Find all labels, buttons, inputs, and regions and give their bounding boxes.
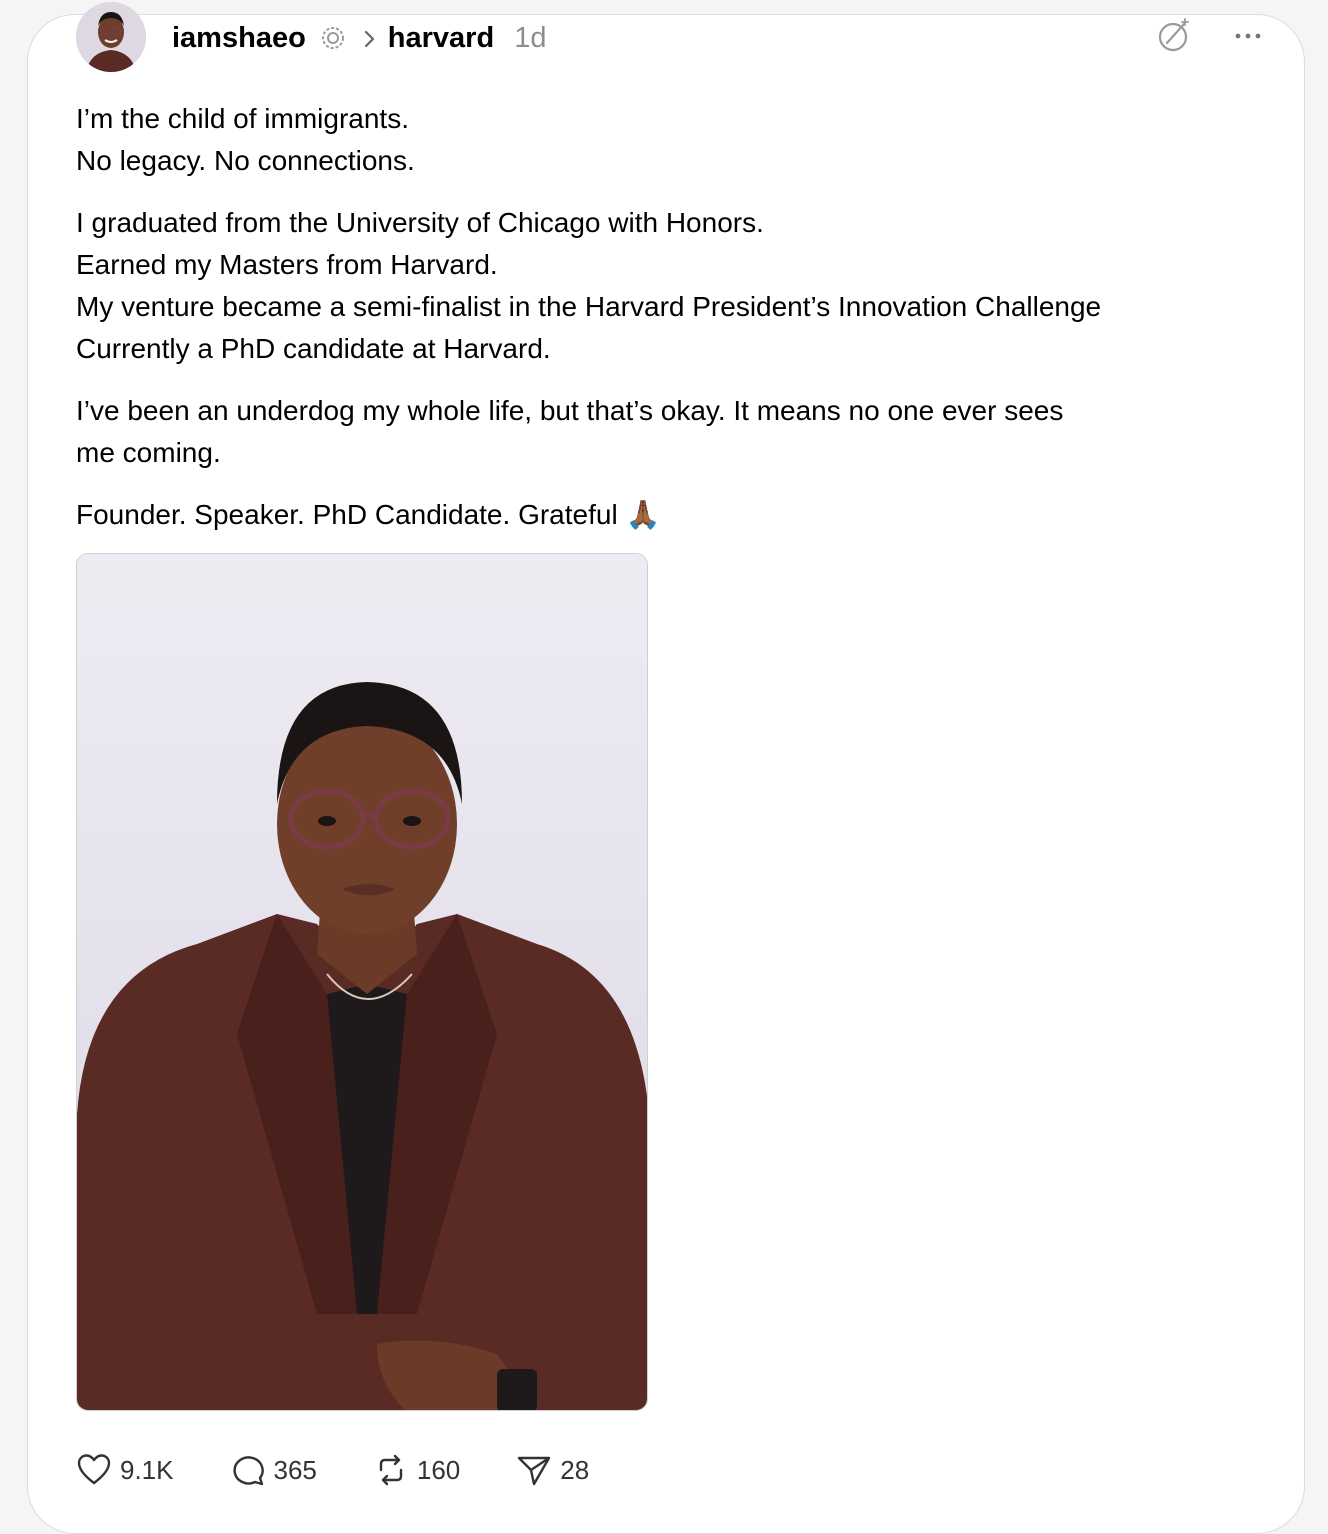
text-line: I’m the child of immigrants.	[76, 103, 409, 134]
text-line: I’ve been an underdog my whole life, but that’s okay. It means no one ever sees	[76, 395, 1064, 426]
share-icon	[516, 1452, 552, 1488]
text-line: Founder. Speaker. PhD Candidate. Grateful 🙏🏾	[76, 499, 661, 530]
text-line: me coming.	[76, 437, 221, 468]
more-options-icon[interactable]	[1230, 18, 1266, 54]
username[interactable]: iamshaeo	[172, 21, 306, 54]
post-timestamp: 1d	[514, 21, 547, 54]
community-link[interactable]: harvard	[387, 21, 495, 54]
like-button[interactable]	[76, 1452, 174, 1488]
post-body	[76, 98, 1226, 556]
avatar[interactable]	[76, 2, 146, 72]
like-count: 9.1K	[120, 1454, 174, 1485]
post-header	[172, 18, 546, 58]
ai-edit-icon[interactable]	[1156, 18, 1192, 54]
post-photo[interactable]	[76, 553, 648, 1411]
paragraph	[76, 98, 1226, 182]
text-line: My venture became a semi-finalist in the Harvard President’s Innovation Challenge	[76, 291, 1102, 322]
reply-button[interactable]	[230, 1452, 317, 1488]
post-top-actions	[1156, 18, 1266, 54]
heart-icon	[76, 1452, 112, 1488]
repost-count: 160	[416, 1454, 461, 1485]
repost-button[interactable]	[373, 1452, 460, 1488]
text-line: Currently a PhD candidate at Harvard.	[76, 333, 551, 364]
text-line: No legacy. No connections.	[76, 145, 415, 176]
chevron-right-icon	[358, 26, 382, 50]
share-count: 28	[560, 1454, 590, 1485]
paragraph	[76, 390, 1226, 474]
repost-icon	[373, 1452, 409, 1488]
share-button[interactable]	[516, 1452, 589, 1488]
verified-badge-icon	[318, 23, 348, 53]
text-line: I graduated from the University of Chicago with Honors.	[76, 207, 764, 238]
post-actions	[76, 1452, 645, 1488]
text-line: Earned my Masters from Harvard.	[76, 249, 498, 280]
reply-count: 365	[273, 1454, 317, 1485]
paragraph	[76, 494, 1226, 536]
comment-icon	[230, 1452, 266, 1488]
paragraph	[76, 202, 1226, 370]
